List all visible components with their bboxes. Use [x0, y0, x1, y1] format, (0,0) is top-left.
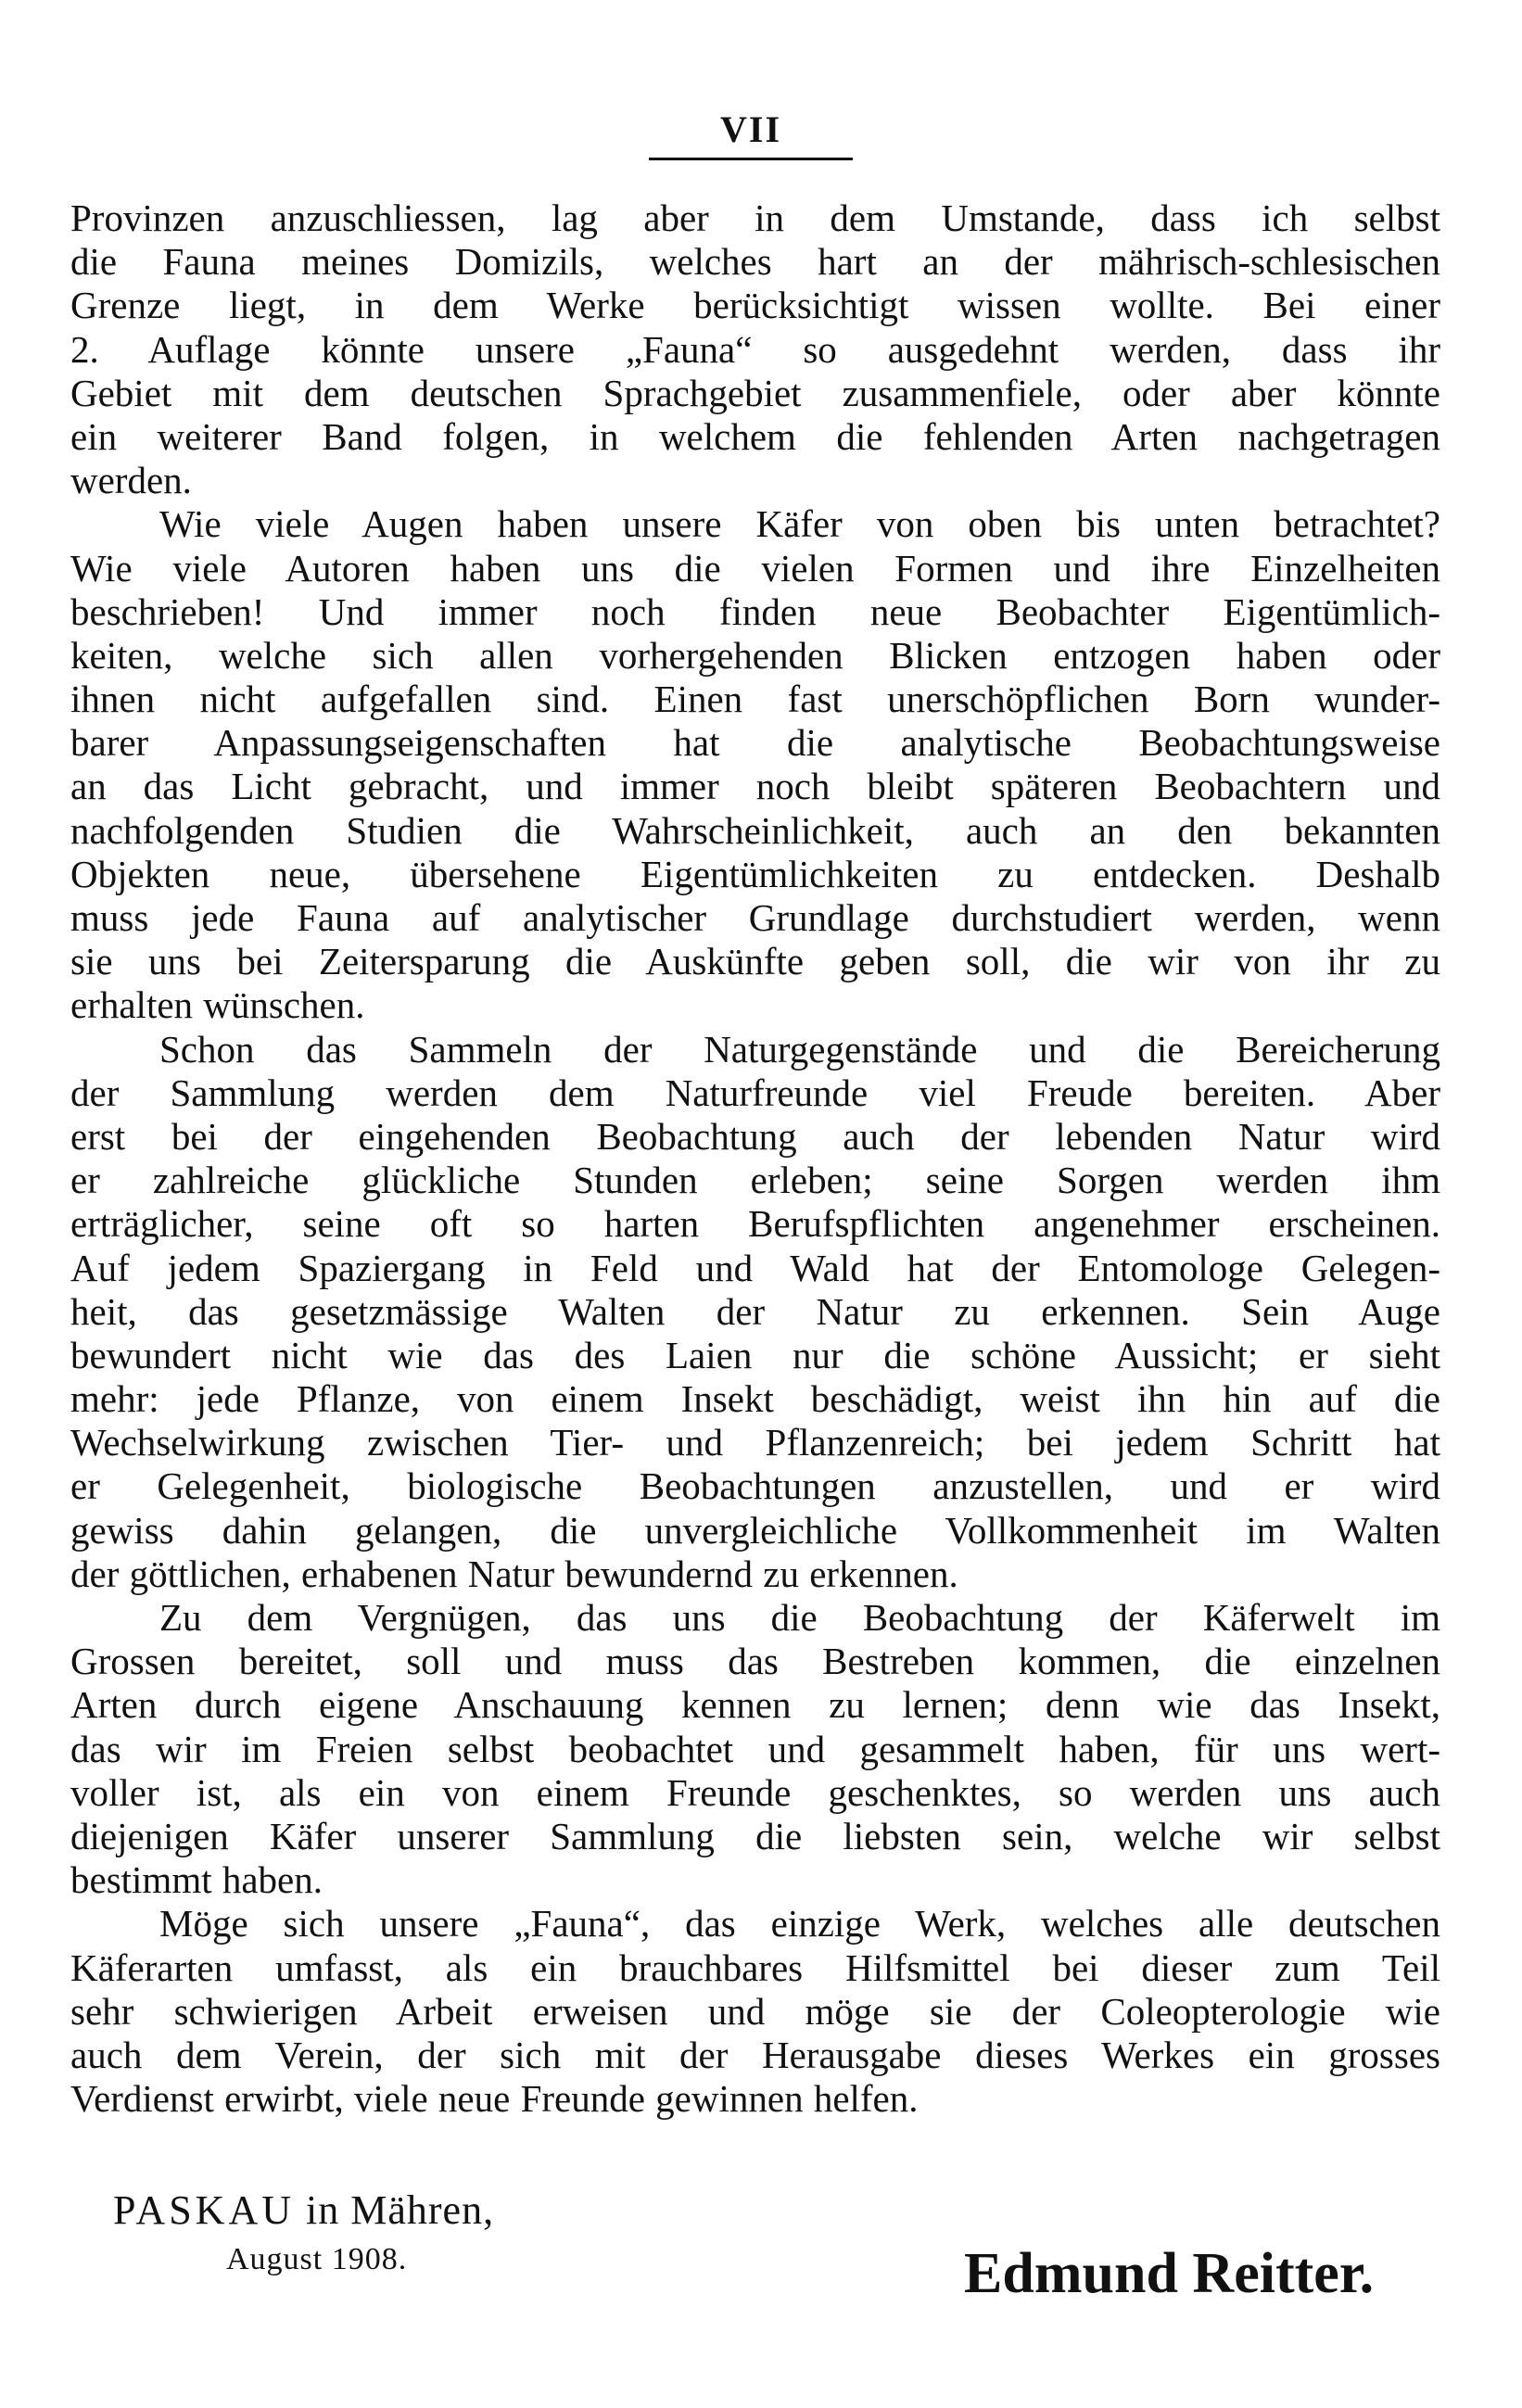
place-suffix: in Mähren, — [306, 2187, 495, 2233]
text-line: Gebiet mit dem deutschen Sprachgebiet zusammenfiele, oder aber könnte — [70, 371, 1440, 414]
text-line: mehr: jede Pflanze, von einem Insekt beschädigt, weist ihn hin auf die — [70, 1377, 1440, 1421]
text-line: erst bei der eingehenden Beobachtung auch der lebenden Natur wird — [70, 1114, 1440, 1158]
text-line: ein weiterer Band folgen, in welchem die fehlenden Arten nachgetragen — [70, 414, 1440, 458]
date-line: August 1908. — [226, 2242, 408, 2276]
text-line: auch dem Verein, der sich mit der Herausgabe dieses Werkes ein grosses — [70, 2033, 1440, 2076]
text-line: 2. Auflage könnte unsere „Fauna“ so ausgedehnt werden, dass ihr — [70, 327, 1440, 371]
text-line: Grossen bereitet, soll und muss das Bestreben kommen, die einzelnen — [70, 1640, 1440, 1683]
text-line: Wechselwirkung zwischen Tier- und Pflanzenreich; bei jedem Schritt hat — [70, 1421, 1440, 1464]
text-line: Käferarten umfasst, als ein brauchbares Hilfsmittel bei dieser zum Teil — [70, 1945, 1440, 1989]
text-line: Wie viele Autoren haben uns die vielen Formen und ihre Einzelheiten — [70, 546, 1440, 589]
text-line: muss jede Fauna auf analytischer Grundlage durchstudiert werden, wenn — [70, 896, 1440, 939]
body-text — [70, 196, 1440, 2121]
place-line — [113, 2187, 494, 2234]
header-rule — [649, 158, 853, 160]
text-line: Schon das Sammeln der Naturgegenstände und die Bereicherung — [159, 1027, 1440, 1071]
text-line: bestimmt haben. — [70, 1858, 323, 1902]
text-line: Möge sich unsere „Fauna“, das einzige Werk, welches alle deutschen — [159, 1902, 1440, 1945]
author-signature: Edmund Reitter. — [964, 2242, 1375, 2305]
text-line: an das Licht gebracht, und immer noch bleibt späteren Beobachtern und — [70, 765, 1440, 808]
text-line: der göttlichen, erhabenen Natur bewundernd zu erkennen. — [70, 1552, 958, 1595]
text-line: barer Anpassungseigenschaften hat die analytische Beobachtungsweise — [70, 721, 1440, 765]
text-line: sehr schwierigen Arbeit erweisen und möge sie der Coleopterologie wie — [70, 1989, 1440, 2033]
text-line: voller ist, als ein von einem Freunde geschenktes, so werden uns auch — [70, 1770, 1440, 1814]
text-line: erhalten wünschen. — [70, 983, 365, 1027]
text-line: keiten, welche sich allen vorhergehenden Blicken entzogen haben oder — [70, 633, 1440, 677]
text-line: Objekten neue, übersehene Eigentümlichkeiten zu entdecken. Deshalb — [70, 852, 1440, 895]
text-line: er Gelegenheit, biologische Beobachtungen anzustellen, und er wird — [70, 1464, 1440, 1508]
text-line: die Fauna meines Domizils, welches hart an der mährisch-schlesischen — [70, 240, 1440, 284]
paragraph — [70, 1902, 1440, 2121]
text-line: gewiss dahin gelangen, die unvergleichliche Vollkommenheit im Walten — [70, 1508, 1440, 1552]
paragraph — [70, 196, 1440, 502]
text-line: erträglicher, seine oft so harten Berufspflichten angenehmer erscheinen. — [70, 1202, 1440, 1246]
text-line: nachfolgenden Studien die Wahrscheinlichkeit, auch an den bekannten — [70, 808, 1440, 852]
paragraph — [70, 502, 1440, 1027]
text-line: er zahlreiche glückliche Stunden erleben; seine Sorgen werden ihm — [70, 1159, 1440, 1202]
place-name: PASKAU — [113, 2187, 296, 2233]
text-line: sie uns bei Zeitersparung die Auskünfte geben soll, die wir von ihr zu — [70, 940, 1440, 983]
text-line: heit, das gesetzmässige Walten der Natur zu erkennen. Sein Auge — [70, 1289, 1440, 1333]
text-line: Auf jedem Spaziergang in Feld und Wald hat der Entomologe Gelegen- — [70, 1246, 1440, 1289]
text-line: der Sammlung werden dem Naturfreunde viel Freude bereiten. Aber — [70, 1071, 1440, 1114]
text-line: Arten durch eigene Anschauung kennen zu lernen; denn wie das Insekt, — [70, 1683, 1440, 1727]
text-line: bewundert nicht wie das des Laien nur die schöne Aussicht; er sieht — [70, 1333, 1440, 1376]
text-line: Provinzen anzuschliessen, lag aber in dem Umstande, dass ich selbst — [70, 196, 1440, 239]
paragraph — [70, 1028, 1440, 1596]
text-line: Wie viele Augen haben unsere Käfer von oben bis unten betrachtet? — [159, 502, 1440, 546]
text-line: werden. — [70, 459, 192, 502]
page-number: VII — [719, 108, 782, 150]
text-line: Grenze liegt, in dem Werke berücksichtigt wissen wollte. Bei einer — [70, 284, 1440, 327]
text-line: das wir im Freien selbst beobachtet und gesammelt haben, für uns wert- — [70, 1727, 1440, 1770]
text-line: beschrieben! Und immer noch finden neue Beobachter Eigentümlich- — [70, 589, 1440, 633]
paragraph — [70, 1596, 1440, 1902]
text-line: ihnen nicht aufgefallen sind. Einen fast unerschöpflichen Born wunder- — [70, 678, 1440, 721]
text-line: Verdienst erwirbt, viele neue Freunde gewinnen helfen. — [70, 2077, 919, 2121]
text-line: Zu dem Vergnügen, das uns die Beobachtung der Käferwelt im — [159, 1596, 1440, 1639]
text-line: diejenigen Käfer unserer Sammlung die liebsten sein, welche wir selbst — [70, 1814, 1440, 1857]
